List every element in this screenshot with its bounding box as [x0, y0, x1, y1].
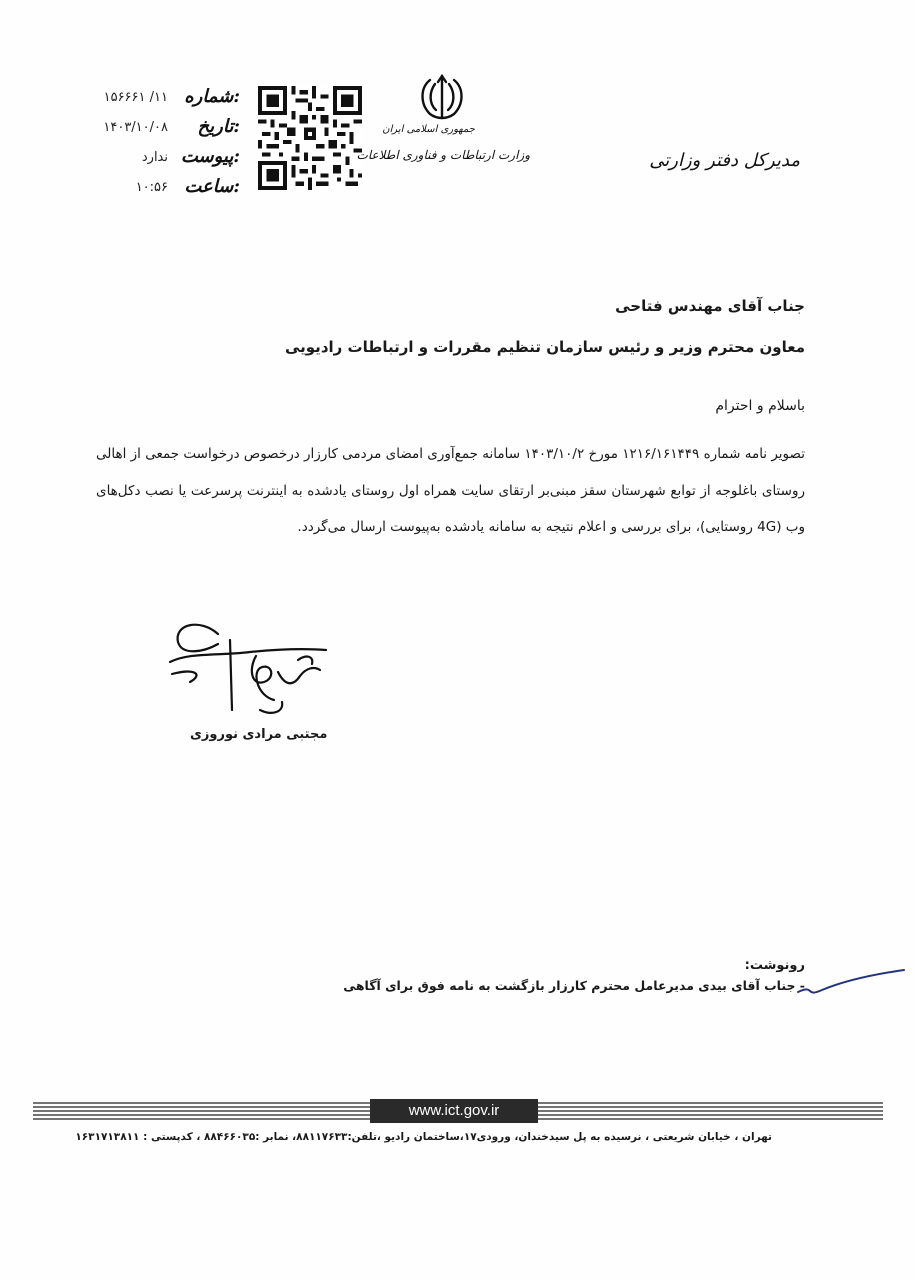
cc-line: - جناب آقای بیدی مدیرعامل محترم کارزار بازگشت به نامه فوق برای آگاهی — [343, 978, 805, 993]
meta-attachment-label: پیوست: — [180, 146, 240, 167]
handwritten-signature — [160, 612, 340, 722]
letter-meta — [90, 86, 240, 206]
ministry-name: وزارت ارتباطات و فناوری اطلاعات — [356, 148, 530, 162]
cc-title: رونوشت: — [744, 958, 805, 973]
meta-date-value: ۱۴۰۳/۱۰/۰۸ — [103, 120, 168, 135]
signer-name: مجتبی مرادی نوروزی — [190, 727, 328, 742]
greeting: باسلام و احترام — [715, 398, 805, 414]
meta-attachment-row — [90, 146, 240, 176]
meta-date-label: تاریخ: — [197, 116, 240, 137]
letter-body: تصویر نامه شماره ۱۲۱۶/۱۶۱۴۴۹ مورخ ۱۴۰۳/۱۰/۲ سامانه جمع‌آوری امضای مردمی کارزار درخصوص درخواست جمعی از اهالی روستای باغلوجه از توابع شهرستان سقز مبنی‌بر ارتقای سایت همراه اول روستای یادشده به اینترنت پرسرعت یا نصب دکل‌های وب (4G روستایی)، برای بررسی و اعلام نتیجه به سامانه یادشده به‌پیوست ارسال می‌گردد. — [96, 446, 805, 535]
meta-time-value: ۱۰:۵۶ — [135, 180, 168, 195]
pen-stroke-mark — [796, 964, 906, 1000]
footer-website: www.ict.gov.ir — [370, 1099, 538, 1123]
meta-number-value: ۱۱/ ۱۵۶۶۶۱ — [103, 90, 168, 105]
recipient-title: معاون محترم وزیر و رئیس سازمان تنظیم مقررات و ارتباطات رادیویی — [284, 338, 805, 356]
emblem-icon — [418, 72, 466, 122]
meta-number-row — [90, 86, 240, 116]
meta-number-label: شماره: — [184, 86, 240, 107]
office-title: مدیرکل دفتر وزارتی — [649, 150, 800, 171]
meta-time-row — [90, 176, 240, 206]
footer-address: تهران ، خیابان شریعتی ، نرسیده به پل سیدخندان، ورودی۱۷،ساختمان رادیو ،تلفن:۸۸۱۱۷۶۳۳، نمابر :۸۸۴۶۶۰۳۵ ، کدپستی : ۱۶۳۱۷۱۳۸۱۱ — [75, 1131, 772, 1143]
qr-code — [258, 86, 362, 190]
meta-time-label: ساعت: — [184, 176, 240, 197]
meta-attachment-value: ندارد — [141, 150, 168, 165]
recipient-name: جناب آقای مهندس فتاحی — [615, 297, 805, 315]
government-name: جمهوری اسلامی ایران — [382, 124, 475, 135]
meta-date-row — [90, 116, 240, 146]
